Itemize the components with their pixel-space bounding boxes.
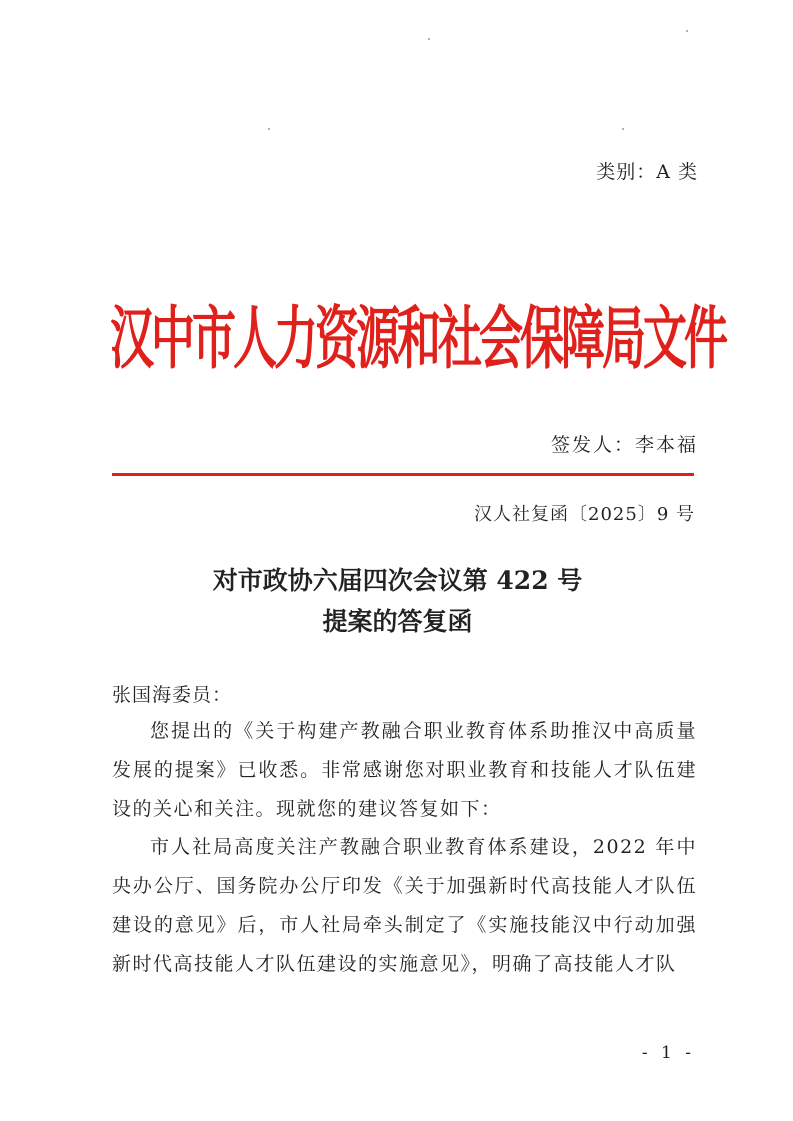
org-header-title: 汉中市人力资源和社会保障局文件 <box>110 300 725 380</box>
scan-speck <box>428 38 430 40</box>
scan-speck <box>622 128 624 130</box>
document-title-line-2: 提案的答复函 <box>322 607 473 636</box>
document-title-line-1: 对市政协六届四次会议第 422 号 <box>212 566 583 595</box>
salutation: 张国海委员： <box>112 684 233 706</box>
body-paragraph-2: 市人社局高度关注产教融合职业教育体系建设，2022 年中央办公厅、国务院办公厅印发《关于加强新时代高技能人才队伍建设的意见》后，市人社局牵头制定了《实施技能汉中行动加强新时代高技能人才队伍建设的实施意见》，明确了高技能人才队 <box>112 836 697 975</box>
document-number: 汉人社复函〔2025〕9 号 <box>474 504 695 525</box>
body-paragraph-1: 您提出的《关于构建产教融合职业教育体系助推汉中高质量发展的提案》已收悉。非常感谢您对职业教育和技能人才队伍建设的关心和关注。现就您的建议答复如下： <box>112 720 697 820</box>
scan-speck <box>268 128 270 130</box>
scan-speck <box>686 30 688 32</box>
signer-label: 签发人：李本福 <box>550 434 698 456</box>
red-divider-line <box>112 473 694 476</box>
document-title <box>100 560 695 642</box>
page-number: - 1 - <box>641 1043 695 1063</box>
body-text <box>112 712 697 984</box>
category-label: 类别：A 类 <box>596 161 698 183</box>
